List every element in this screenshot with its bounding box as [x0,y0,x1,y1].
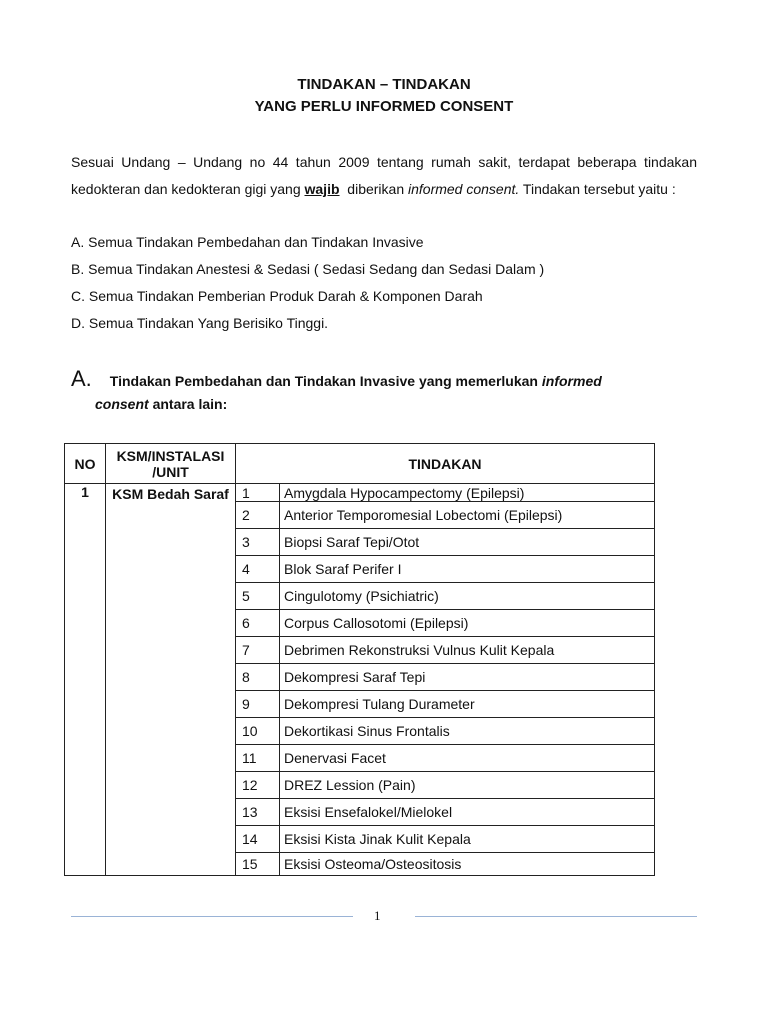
section-a-letter: A. [71,366,92,391]
header-tindakan: TINDAKAN [236,444,655,484]
item-number: 9 [236,691,280,718]
item-number: 8 [236,664,280,691]
item-procedure: DREZ Lession (Pain) [280,772,655,799]
intro-text-2: diberikan [339,181,408,197]
item-number: 5 [236,583,280,610]
item-number: 1 [236,484,280,502]
table-header-row [65,444,655,484]
item-procedure: Blok Saraf Perifer I [280,556,655,583]
header-ksm: KSM/INSTALASI /UNIT [106,444,236,484]
document-title-line2: YANG PERLU INFORMED CONSENT [254,98,514,115]
item-procedure: Cingulotomy (Psichiatric) [280,583,655,610]
table-body [65,484,655,876]
item-number: 2 [236,502,280,529]
intro-bold-wajib: wajib [304,181,340,197]
section-a-heading [71,366,602,412]
item-procedure: Corpus Callosotomi (Epilepsi) [280,610,655,637]
item-number: 15 [236,853,280,876]
item-procedure: Eksisi Kista Jinak Kulit Kepala [280,826,655,853]
section-a-text-1: Tindakan Pembedahan dan Tindakan Invasive yang memerlukan [109,373,542,389]
section-a-line2 [95,396,227,412]
header-no: NO [65,444,106,484]
intro-text-1: Sesuai Undang – Undang no 44 tahun 2009 tentang rumah sakit, terdapat beberapa tindakan kedokteran dan kedokteran gigi yang [71,154,697,197]
table-row [65,484,655,502]
item-procedure: Amygdala Hypocampectomy (Epilepsi) [280,484,655,502]
section-a-italic-1: informed [541,373,602,389]
category-list [71,229,544,337]
intro-italic-informed-consent: informed consent. [408,181,520,197]
item-procedure: Dekompresi Saraf Tepi [280,664,655,691]
item-procedure: Denervasi Facet [280,745,655,772]
item-number: 11 [236,745,280,772]
item-number: 10 [236,718,280,745]
item-number: 12 [236,772,280,799]
item-procedure: Debrimen Rekonstruksi Vulnus Kulit Kepala [280,637,655,664]
section-a-text-2: antara lain: [148,396,228,412]
row-number: 1 [65,484,106,876]
list-item: C. Semua Tindakan Pemberian Produk Darah & Komponen Darah [71,288,483,304]
item-number: 3 [236,529,280,556]
intro-text-3: Tindakan tersebut yaitu : [519,181,676,197]
item-procedure: Anterior Temporomesial Lobectomi (Epilepsi) [280,502,655,529]
item-number: 13 [236,799,280,826]
item-number: 4 [236,556,280,583]
item-procedure: Dekortikasi Sinus Frontalis [280,718,655,745]
section-a-italic-2: consent [95,396,149,412]
intro-paragraph [71,149,697,203]
item-procedure: Biopsi Saraf Tepi/Otot [280,529,655,556]
document-title-line1: TINDAKAN – TINDAKAN [297,76,471,93]
item-procedure: Eksisi Osteoma/Osteositosis [280,853,655,876]
procedures-table [64,443,655,876]
item-number: 14 [236,826,280,853]
item-procedure: Dekompresi Tulang Durameter [280,691,655,718]
item-procedure: Eksisi Ensefalokel/Mielokel [280,799,655,826]
footer-line-left [71,916,353,917]
item-number: 6 [236,610,280,637]
footer-line-right [415,916,697,917]
ksm-unit: KSM Bedah Saraf [106,484,236,876]
list-item: D. Semua Tindakan Yang Berisiko Tinggi. [71,315,329,331]
page-number: 1 [374,908,381,923]
list-item: A. Semua Tindakan Pembedahan dan Tindakan Invasive [71,234,424,250]
list-item: B. Semua Tindakan Anestesi & Sedasi ( Sedasi Sedang dan Sedasi Dalam ) [71,261,545,277]
item-number: 7 [236,637,280,664]
